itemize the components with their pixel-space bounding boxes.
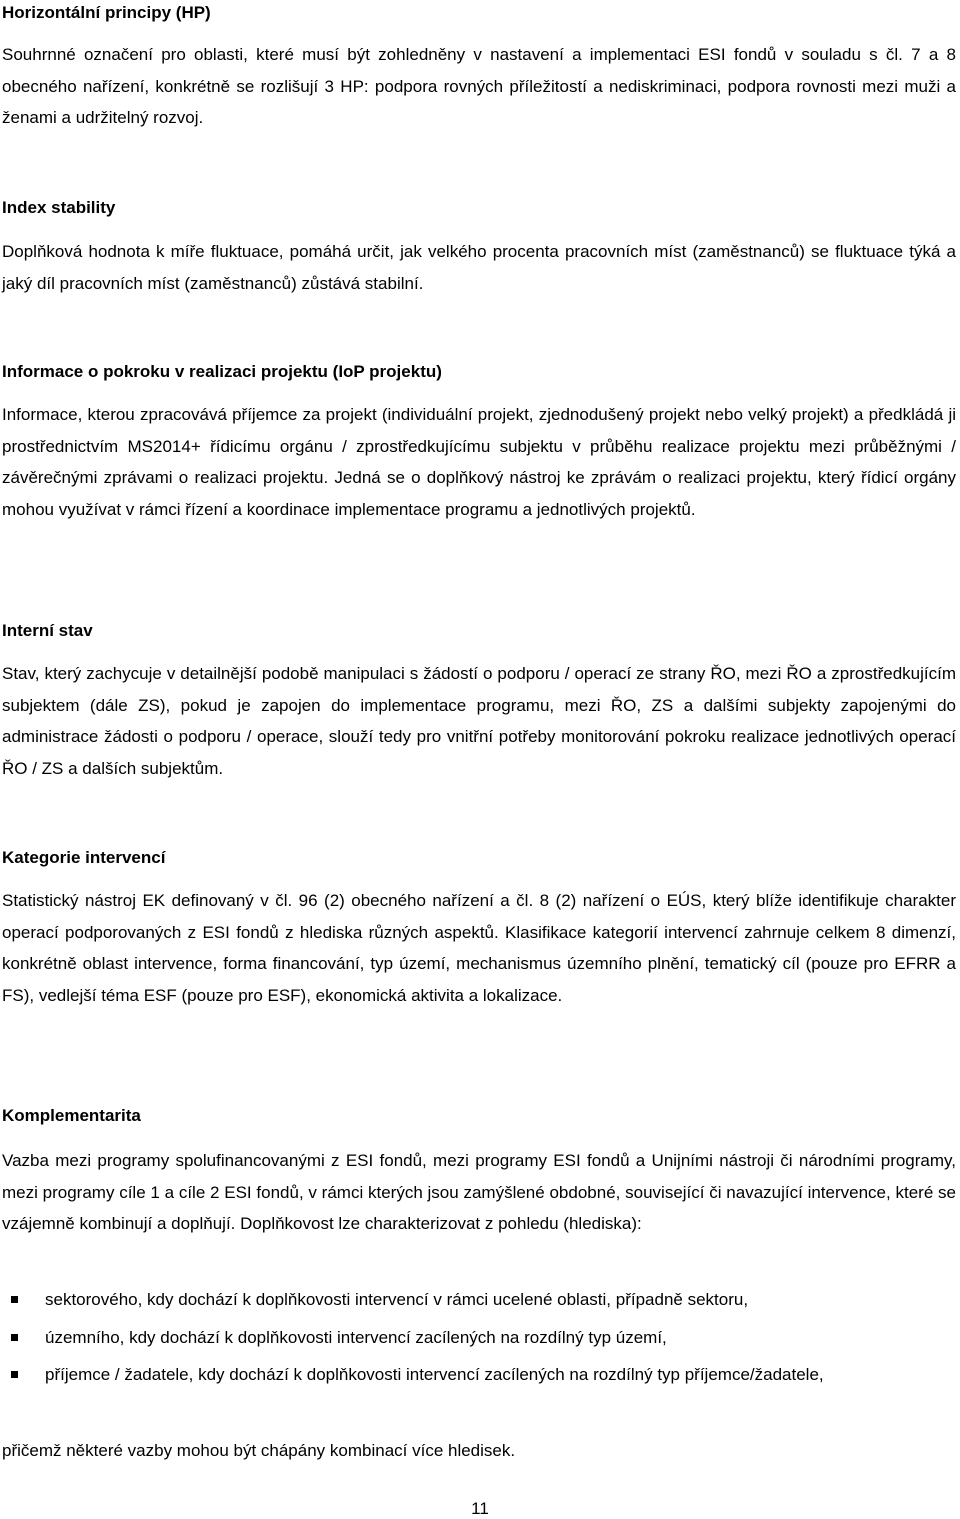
section-text-komplementarita: Vazba mezi programy spolufinancovanými z ESI fondů, mezi programy ESI fondů a Unijními nástroji či národními programy, mezi programy cíle 1 a cíle 2 ESI fondů, v rámci kterých jsou zamýšlené obdobné, související či navazující intervence, které se vzájemně kombinují a doplňují. Doplňkovost lze charakterizovat z pohledu (hlediska): [2,1151,956,1234]
section-heading-komplementarita: Komplementarita [2,1106,141,1125]
section-heading-hp: Horizontální principy (HP) [2,3,211,22]
section-text-iop: Informace, kterou zpracovává příjemce za projekt (individuální projekt, zjednodušený projekt nebo velký projekt) a předkládá ji prostřednictvím MS2014+ řídicímu orgánu / zprostředkujícímu subjektu v průběhu realizace projektu mezi průběžnými / závěrečnými zprávami o realizaci projektu. Jedná se o doplňkový nástroj ke zprávám o realizaci projektu, který řídicí orgány mohou využívat v rámci řízení a koordinace implementace programu a jednotlivých projektů. [2,405,956,519]
list-item [2,1322,956,1354]
square-bullet-icon [11,1296,18,1303]
section-heading-index-stability: Index stability [2,198,116,217]
page-number: 11 [471,1499,489,1518]
section-heading-interni-stav: Interní stav [2,621,93,640]
square-bullet-icon [11,1371,18,1378]
list-item-text: územního, kdy dochází k doplňkovosti intervencí zacílených na rozdílný typ území, [45,1327,667,1347]
section-heading-iop: Informace o pokroku v realizaci projektu (IoP projektu) [2,362,442,381]
list-item [2,1359,956,1391]
square-bullet-icon [11,1334,18,1341]
complementarity-list [2,1284,956,1391]
list-item-text: příjemce / žadatele, kdy dochází k doplňkovosti intervencí zacílených na rozdílný typ příjemce/žadatele, [45,1365,824,1385]
section-text-kategorie-intervenci: Statistický nástroj EK definovaný v čl. 96 (2) obecného nařízení a čl. 8 (2) nařízení o EÚS, který blíže identifikuje charakter operací podporovaných z ESI fondů z hlediska různých aspektů. Klasifikace kategorií intervencí zahrnuje celkem 8 dimenzí, konkrétně oblast intervence, forma financování, typ území, mechanismus územního plnění, tematický cíl (pouze pro EFRR a FS), vedlejší téma ESF (pouze pro ESF), ekonomická aktivita a lokalizace. [2,891,956,1005]
list-item [2,1284,956,1316]
section-closing-komplementarita: přičemž některé vazby mohou být chápány kombinací více hledisek. [2,1441,516,1460]
section-heading-kategorie-intervenci: Kategorie intervencí [2,848,166,867]
section-text-interni-stav: Stav, který zachycuje v detailnější podobě manipulaci s žádostí o podporu / operací ze strany ŘO, mezi ŘO a zprostředkujícím subjektem (dále ZS), pokud je zapojen do implementace programu, mezi ŘO, ZS a dalšími subjekty zapojenými do administrace žádosti o podporu / operace, slouží tedy pro vnitřní potřeby monitorování pokroku realizace jednotlivých operací ŘO / ZS a dalších subjektům. [2,664,956,778]
section-text-hp: Souhrnné označení pro oblasti, které musí být zohledněny v nastavení a implementaci ESI fondů v souladu s čl. 7 a 8 obecného nařízení, konkrétně se rozlišují 3 HP: podpora rovných příležitostí a nediskriminaci, podpora rovnosti mezi muži a ženami a udržitelný rozvoj. [2,45,956,128]
list-item-text: sektorového, kdy dochází k doplňkovosti intervencí v rámci ucelené oblasti, případně sektoru, [45,1290,749,1309]
section-text-index-stability: Doplňková hodnota k míře fluktuace, pomáhá určit, jak velkého procenta pracovních míst (zaměstnanců) se fluktuace týká a jaký díl pracovních míst (zaměstnanců) zůstává stabilní. [2,242,956,293]
